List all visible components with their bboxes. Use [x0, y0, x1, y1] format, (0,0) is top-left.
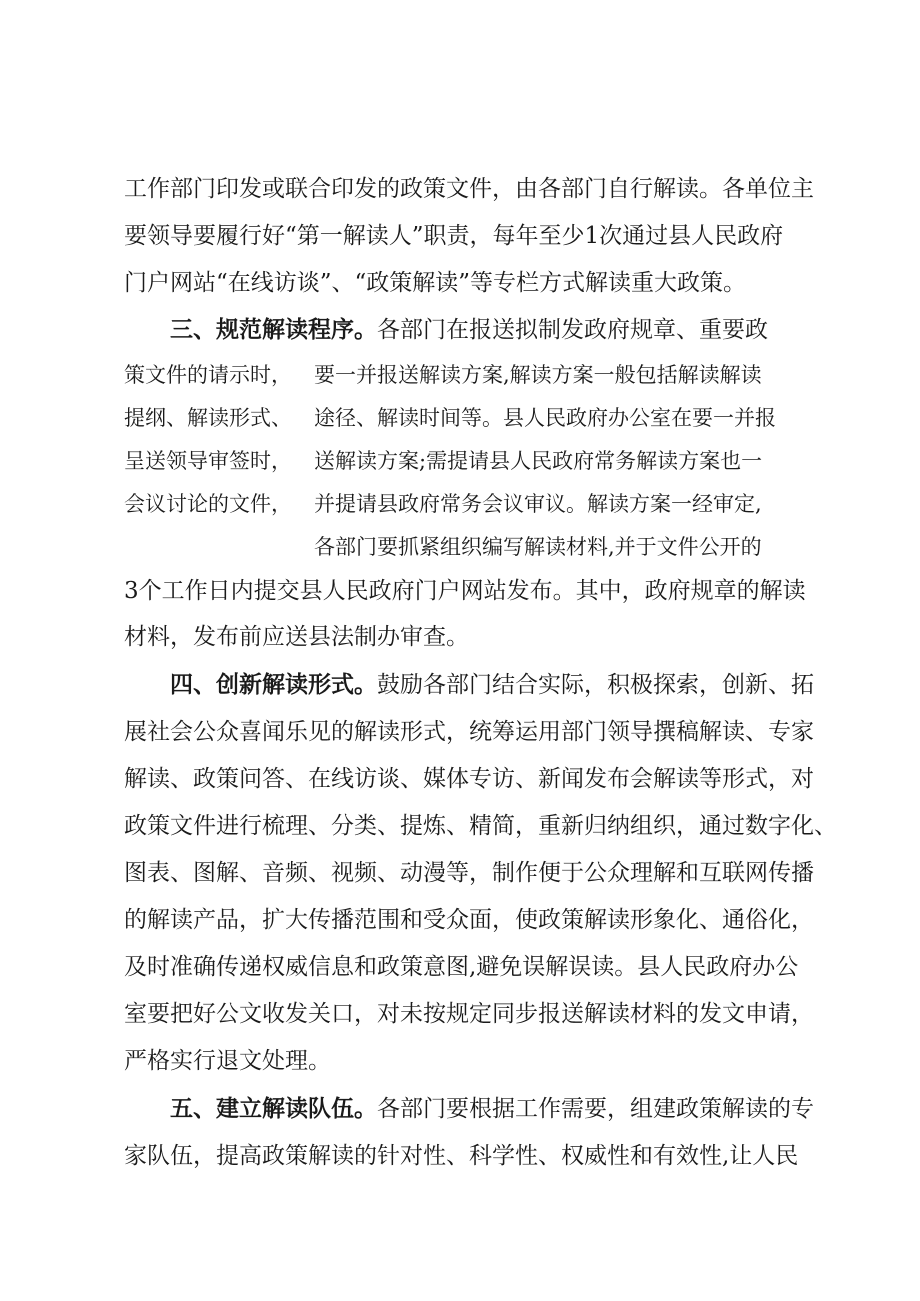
body-line: 图表、图解、音频、视频、动漫等，制作便于公众理解和互联网传播 [124, 860, 814, 886]
section-3-intro: 各部门在报送拟制发政府规章、重要政 [377, 317, 768, 343]
section-3-left-line: 策文件的请示时， [124, 363, 292, 387]
section-3-left-line: 会议讨论的文件， [124, 492, 292, 516]
section-3-right-line: 途径、解读时间等。县人民政府办公室在要一并报 [314, 406, 776, 430]
section-5-first-line [170, 1094, 814, 1124]
body-line: 要领导要履行好“第一解读人”职责，每年至少1次通过县人民政府 [124, 223, 784, 249]
section-5-heading: 五、建立解读队伍。 [170, 1096, 377, 1122]
section-5-intro: 各部门要根据工作需要，组建政策解读的专 [377, 1096, 814, 1122]
body-line: 材料，发布前应送县法制办审查。 [124, 624, 469, 650]
body-line: 解读、政策问答、在线访谈、媒体专访、新闻发布会解读等形式，对 [124, 766, 814, 792]
section-3-first-line [170, 315, 768, 345]
section-4-first-line [170, 670, 814, 700]
section-4-heading: 四、创新解读形式。 [170, 672, 377, 698]
body-line: 家队伍，提高政策解读的针对性、科学性、权威性和有效性,让人民 [124, 1143, 799, 1169]
section-3-right-line: 送解读方案;需提请县人民政府常务解读方案也一 [314, 449, 763, 473]
section-3-heading: 三、规范解读程序。 [170, 317, 377, 343]
body-line: 室要把好公文收发关口，对未按规定同步报送解读材料的发文申请， [124, 1001, 814, 1027]
body-line: 门户网站“在线访谈”、“政策解读”等专栏方式解读重大政策。 [124, 270, 747, 296]
body-line: 3个工作日内提交县人民政府门户网站发布。其中，政府规章的解读 [124, 578, 806, 604]
section-3-left-line: 提纲、解读形式、 [124, 406, 292, 430]
body-line: 及时准确传递权威信息和政策意图,避免误解误读。县人民政府办公 [124, 954, 799, 980]
body-line: 的解读产品，扩大传播范围和受众面，使政策解读形象化、通俗化， [124, 907, 814, 933]
section-3-left-line: 呈送领导审签时， [124, 449, 292, 473]
section-3-right-line: 各部门要抓紧组织编写解读材料,并于文件公开的 [314, 535, 762, 559]
section-4-intro: 鼓励各部门结合实际，积极探索，创新、拓 [377, 672, 814, 698]
body-line: 展社会公众喜闻乐见的解读形式，统筹运用部门领导撰稿解读、专家 [124, 719, 814, 745]
body-line: 严格实行退文处理。 [124, 1048, 331, 1074]
section-3-right-line: 要一并报送解读方案,解读方案一般包括解读解读 [314, 363, 762, 387]
section-3-right-line: 并提请县政府常务会议审议。解读方案一经审定, [314, 492, 762, 516]
body-line: 政策文件进行梳理、分类、提炼、精简，重新归纳组织，通过数字化、 [124, 813, 837, 839]
body-line: 工作部门印发或联合印发的政策文件，由各部门自行解读。各单位主 [124, 176, 814, 202]
